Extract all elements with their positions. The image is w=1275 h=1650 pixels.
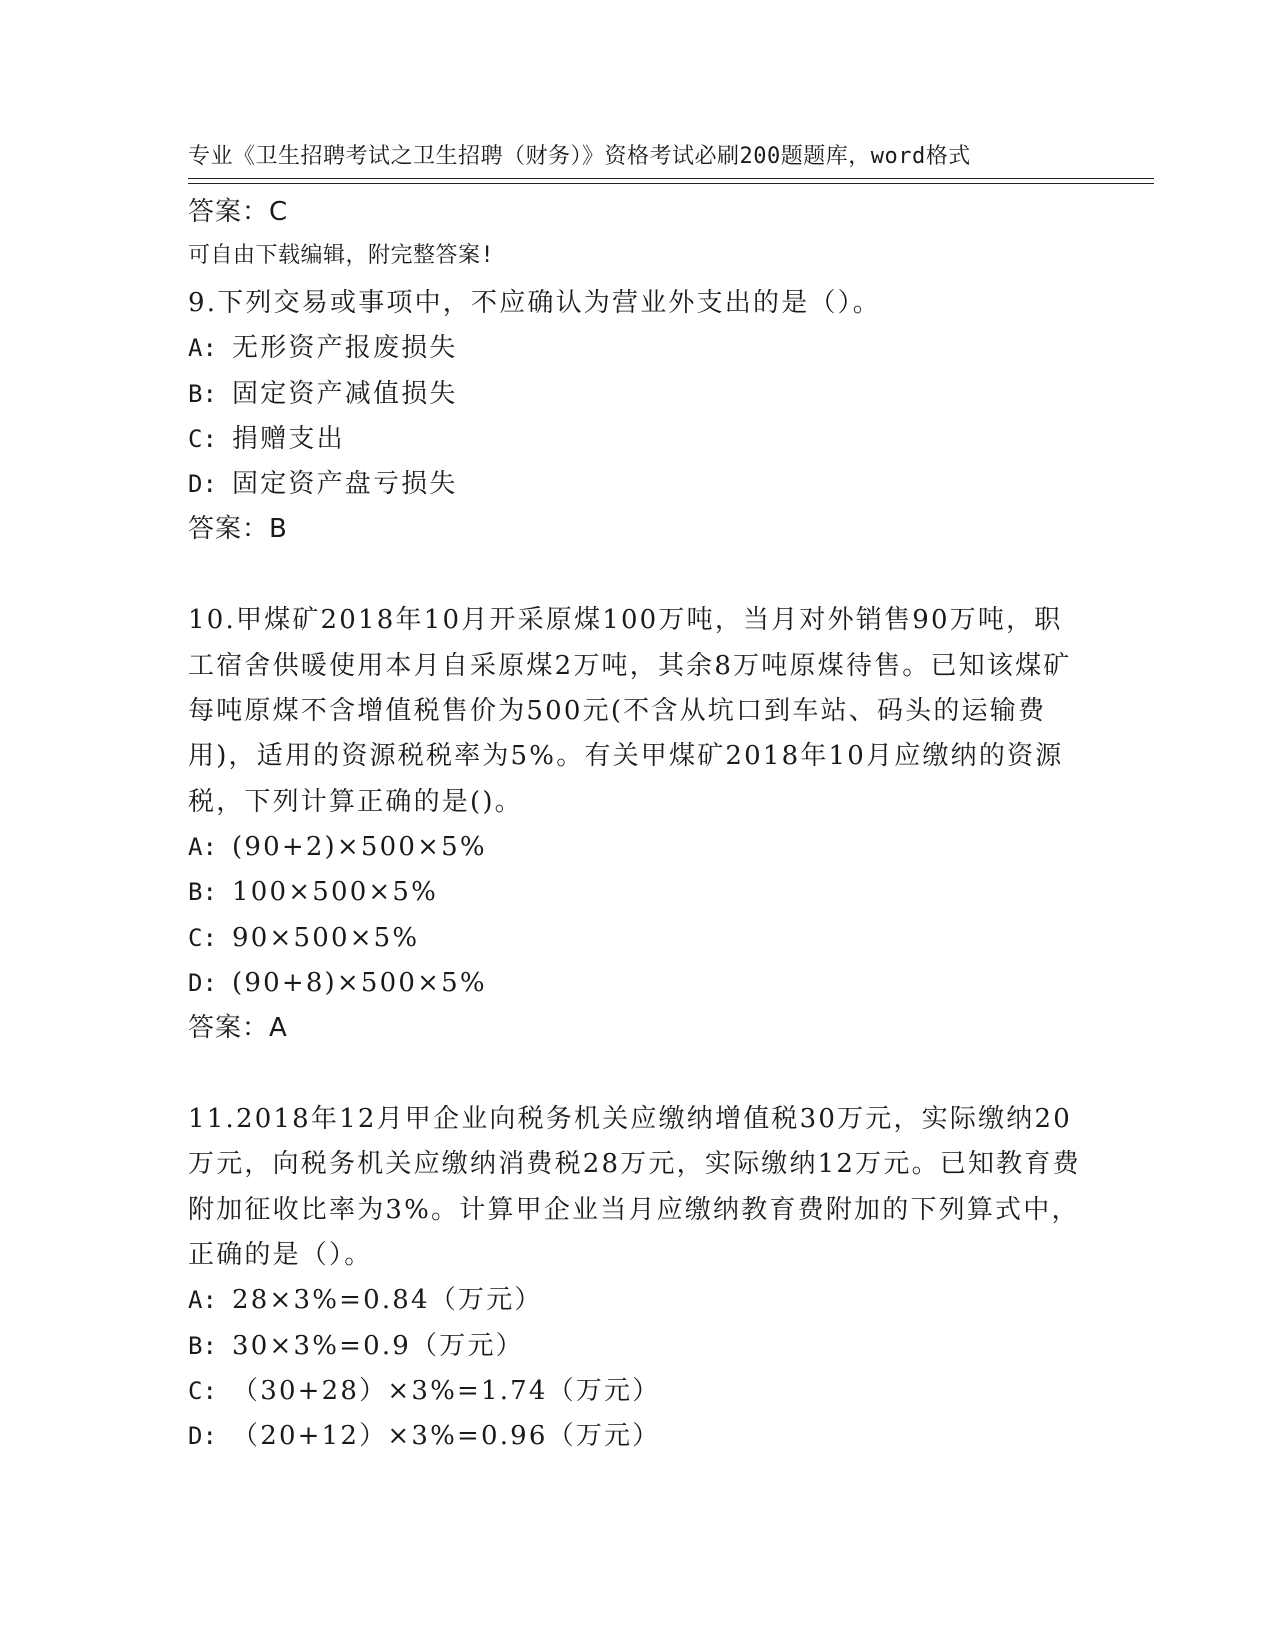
option-a: [188, 326, 1088, 371]
option-letter: D:: [188, 968, 217, 997]
option-c: [188, 1369, 1088, 1414]
option-a: [188, 825, 1088, 870]
header-line-1: 专业《卫生招聘考试之卫生招聘（财务）》资格考试必刷200题题库，word格式: [188, 144, 971, 169]
option-letter: A:: [188, 1286, 217, 1315]
option-b: [188, 870, 1088, 915]
option-letter: C:: [188, 1376, 217, 1405]
option-c: [188, 916, 1088, 961]
option-text: 捐赠支出: [232, 423, 345, 454]
option-letter: A:: [188, 334, 217, 363]
answer: 答案：A: [188, 1013, 288, 1044]
document-body: [188, 190, 1088, 1460]
option-text: 100×500×5%: [232, 877, 439, 908]
question-11: [188, 1097, 1088, 1459]
option-c: [188, 417, 1088, 462]
option-text: 30×3%=0.9（万元）: [232, 1330, 524, 1361]
option-text: 固定资产减值损失: [232, 378, 458, 409]
option-text: 90×500×5%: [232, 922, 420, 953]
option-text: （20+12）×3%=0.96（万元）: [232, 1421, 661, 1452]
option-text: 固定资产盘亏损失: [232, 469, 458, 500]
option-text: (90+2)×500×5%: [232, 831, 487, 862]
option-text: 无形资产报废损失: [232, 333, 458, 364]
option-b: [188, 1324, 1088, 1369]
question-10: [188, 598, 1088, 1051]
option-letter: B:: [188, 379, 217, 408]
answer-previous: 答案：C: [188, 197, 289, 227]
question-stem: 9.下列交易或事项中，不应确认为营业外支出的是（）。: [188, 288, 882, 318]
option-b: [188, 372, 1088, 417]
option-d: [188, 961, 1088, 1006]
option-text: （30+28）×3%=1.74（万元）: [232, 1375, 661, 1406]
question-9: [188, 281, 1088, 552]
header-divider-top: [188, 178, 1154, 179]
question-stem: 10.甲煤矿2018年10月开采原煤100万吨，当月对外销售90万吨，职工宿舍供暖使用本月自采原煤2万吨，其余8万吨原煤待售。已知该煤矿每吨原煤不含增值税售价为500元(不含从坑口到车站、码头的运输费用)，适用的资源税税率为5%。有关甲煤矿2018年10月应缴纳的资源税，下列计算正确的是()。: [188, 605, 1072, 817]
option-a: [188, 1278, 1088, 1323]
header-line-2: 可自由下载编辑，附完整答案!: [188, 243, 495, 268]
question-stem: 11.2018年12月甲企业向税务机关应缴纳增值税30万元，实际缴纳20万元，向税务机关应缴纳消费税28万元，实际缴纳12万元。已知教育费附加征收比率为3%。计算甲企业当月应缴纳教育费附加的下列算式中，正确的是（）。: [188, 1104, 1081, 1271]
option-text: (90+8)×500×5%: [232, 967, 487, 998]
option-letter: C:: [188, 923, 217, 952]
option-d: [188, 462, 1088, 507]
option-letter: D:: [188, 1422, 217, 1451]
option-letter: A:: [188, 832, 217, 861]
answer: 答案：B: [188, 514, 288, 545]
header-divider-bottom: [188, 183, 1154, 184]
option-letter: B:: [188, 878, 217, 907]
option-letter: C:: [188, 424, 217, 453]
option-letter: D:: [188, 470, 217, 499]
option-letter: B:: [188, 1331, 217, 1360]
option-d: [188, 1414, 1088, 1459]
option-text: 28×3%=0.84（万元）: [232, 1285, 543, 1316]
